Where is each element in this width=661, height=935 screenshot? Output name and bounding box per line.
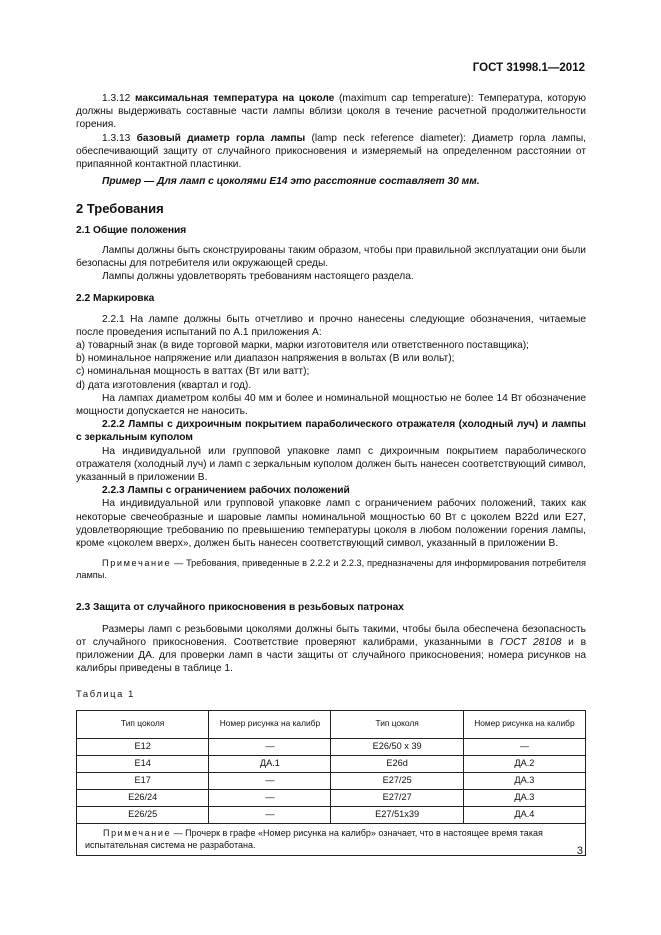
table-cell: — [209, 789, 331, 806]
term-lamp-neck-diameter: базовый диаметр горла лампы [136, 132, 306, 144]
table-row [77, 789, 586, 806]
table-cell: E26/25 [77, 806, 209, 823]
header-gauge-figure-1: Номер рисунка на калибр [209, 710, 331, 738]
table-row [77, 772, 586, 789]
clause-2-2-3-heading: 2.2.3 Лампы с ограничением рабочих положений [102, 485, 350, 497]
table-cell: E14 [77, 755, 209, 772]
table-cell: E26d [331, 755, 463, 772]
table-header-row [77, 710, 586, 738]
header-cap-type-2: Тип цоколя [331, 710, 463, 738]
clause-2-2-2: На индивидуальной или групповой упаковке ламп с дихроичным покрытием параболического отражателя (холодный луч) и ламп с зеркальным куполом должен быть нанесен соответствующий символ, указанный в приложении В. [76, 445, 586, 484]
clause-2-2-1: 2.2.1 На лампе должны быть отчетливо и прочно нанесены следующие обозначения, читаемые после проведения испытаний по А.1 приложения А: [76, 313, 586, 338]
table-cell: E26/50 x 39 [331, 738, 463, 755]
table-cell: ДА.1 [209, 755, 331, 772]
table-cell: E12 [77, 738, 209, 755]
document-id-header: ГОСТ 31998.1—2012 [472, 62, 585, 74]
clause-1-3-12: 1.3.12 максимальная температура на цоколе (maximum cap temperature): Температура, которую должны выдерживать составные части лампы вблизи цоколя в течение расчетной продолжительности горения. [76, 93, 586, 131]
table-cell: ДА.3 [463, 772, 585, 789]
page-number: 3 [576, 845, 583, 857]
gost-28108-reference: ГОСТ 28108 [500, 636, 562, 648]
table-cell: ДА.4 [463, 806, 585, 823]
marking-item-a: а) товарный знак (в виде торговой марки, марки изготовителя или ответственного поставщика); [76, 340, 530, 352]
table-cell: — [209, 738, 331, 755]
table-cell: ДА.3 [463, 789, 585, 806]
table-row [77, 806, 586, 823]
table-cell: ДА.2 [463, 755, 585, 772]
table-1-caption: Таблица 1 [76, 688, 135, 700]
table-cell: E27/25 [331, 772, 463, 789]
table-note: Примечание — Прочерк в графе «Номер рисунка на калибр» означает, что в настоящее время такая испытательная система не разработана. [77, 823, 586, 855]
s2-1-paragraph-1: Лампы должны быть сконструированы таким образом, чтобы при правильной эксплуатации они были безопасны для потребителя или окружающей среды. [76, 244, 586, 270]
table-row [77, 738, 586, 755]
table-note-row [77, 823, 586, 855]
marking-item-b: b) номинальное напряжение или диапазон напряжения в вольтах (В или вольт); [76, 353, 455, 365]
section-2-1-heading: 2.1 Общие положения [76, 224, 187, 236]
table-cell: E26/24 [77, 789, 209, 806]
table-cell: E17 [77, 772, 209, 789]
table-cell: — [463, 738, 585, 755]
section-2-2-heading: 2.2 Маркировка [76, 293, 155, 305]
term-max-cap-temperature: максимальная температура на цоколе [135, 93, 335, 104]
table-cell: E27/51x39 [331, 806, 463, 823]
table-cell: E27/27 [331, 789, 463, 806]
section-2-3-heading: 2.3 Защита от случайного прикосновения в резьбовых патронах [76, 602, 404, 614]
marking-item-d: d) дата изготовления (квартал и год). [76, 379, 252, 391]
s2-3-paragraph: Размеры ламп с резьбовыми цоколями должны быть такими, чтобы была обеспечена безопасность от случайного прикосновения. Соответствие проверяют калибрами, указанными в ГОСТ 28108 и в приложении ДА. для проверки ламп в части защиты от случайного прикосновения; номера рисунков на калибры приведены в таблице 1. [76, 623, 587, 675]
document-body [76, 92, 586, 856]
table-cell: — [209, 772, 331, 789]
clause-2-2-2-heading: 2.2.2 Лампы с дихроичным покрытием параболического отражателя (холодный луч) и лампы с зеркальным куполом [76, 419, 586, 444]
clause-2-2-3: На индивидуальной или групповой упаковке ламп с ограничением рабочих положений, таких как некоторые свечеобразные и шаровые лампы номинальной мощностью 60 Вт с цоколем В22d или Е27, удовлетворяющие требованию по превышению температуры цоколя в любом положении горения лампы, кроме «цоколем вверх», должен быть нанесен соответствующий символ, указанный в приложении В. [76, 498, 586, 550]
header-cap-type-1: Тип цоколя [77, 710, 209, 738]
table-1 [76, 710, 586, 856]
clause-1-3-13: 1.3.13 базовый диаметр горла лампы (lamp neck reference diameter): Диаметр горла лампы, обеспечивающий защиту от случайного прикосновения и измеряемый на определенном расстоянии от припаянной контактной пластинки. [76, 132, 586, 171]
section-2-heading: 2 Требования [76, 201, 164, 217]
s2-1-paragraph-2: Лампы должны удовлетворять требованиям настоящего раздела. [102, 271, 414, 283]
table-cell: — [209, 806, 331, 823]
marking-item-c: c) номинальная мощность в ваттах (Вт или ватт); [76, 366, 310, 378]
header-gauge-figure-2: Номер рисунка на калибр [463, 710, 585, 738]
marking-power-exception: На лампах диаметром колбы 40 мм и более и номинальной мощностью не более 14 Вт обозначение мощности допускается не наносить. [76, 392, 586, 418]
note-2-2: Примечание — Требования, приведенные в 2.2.2 и 2.2.3, предназначены для информирования потребителя лампы. [76, 558, 586, 581]
table-row [77, 755, 586, 772]
example-e14: Пример — Для ламп с цоколями E14 это расстояние составляет 30 мм. [102, 176, 480, 188]
